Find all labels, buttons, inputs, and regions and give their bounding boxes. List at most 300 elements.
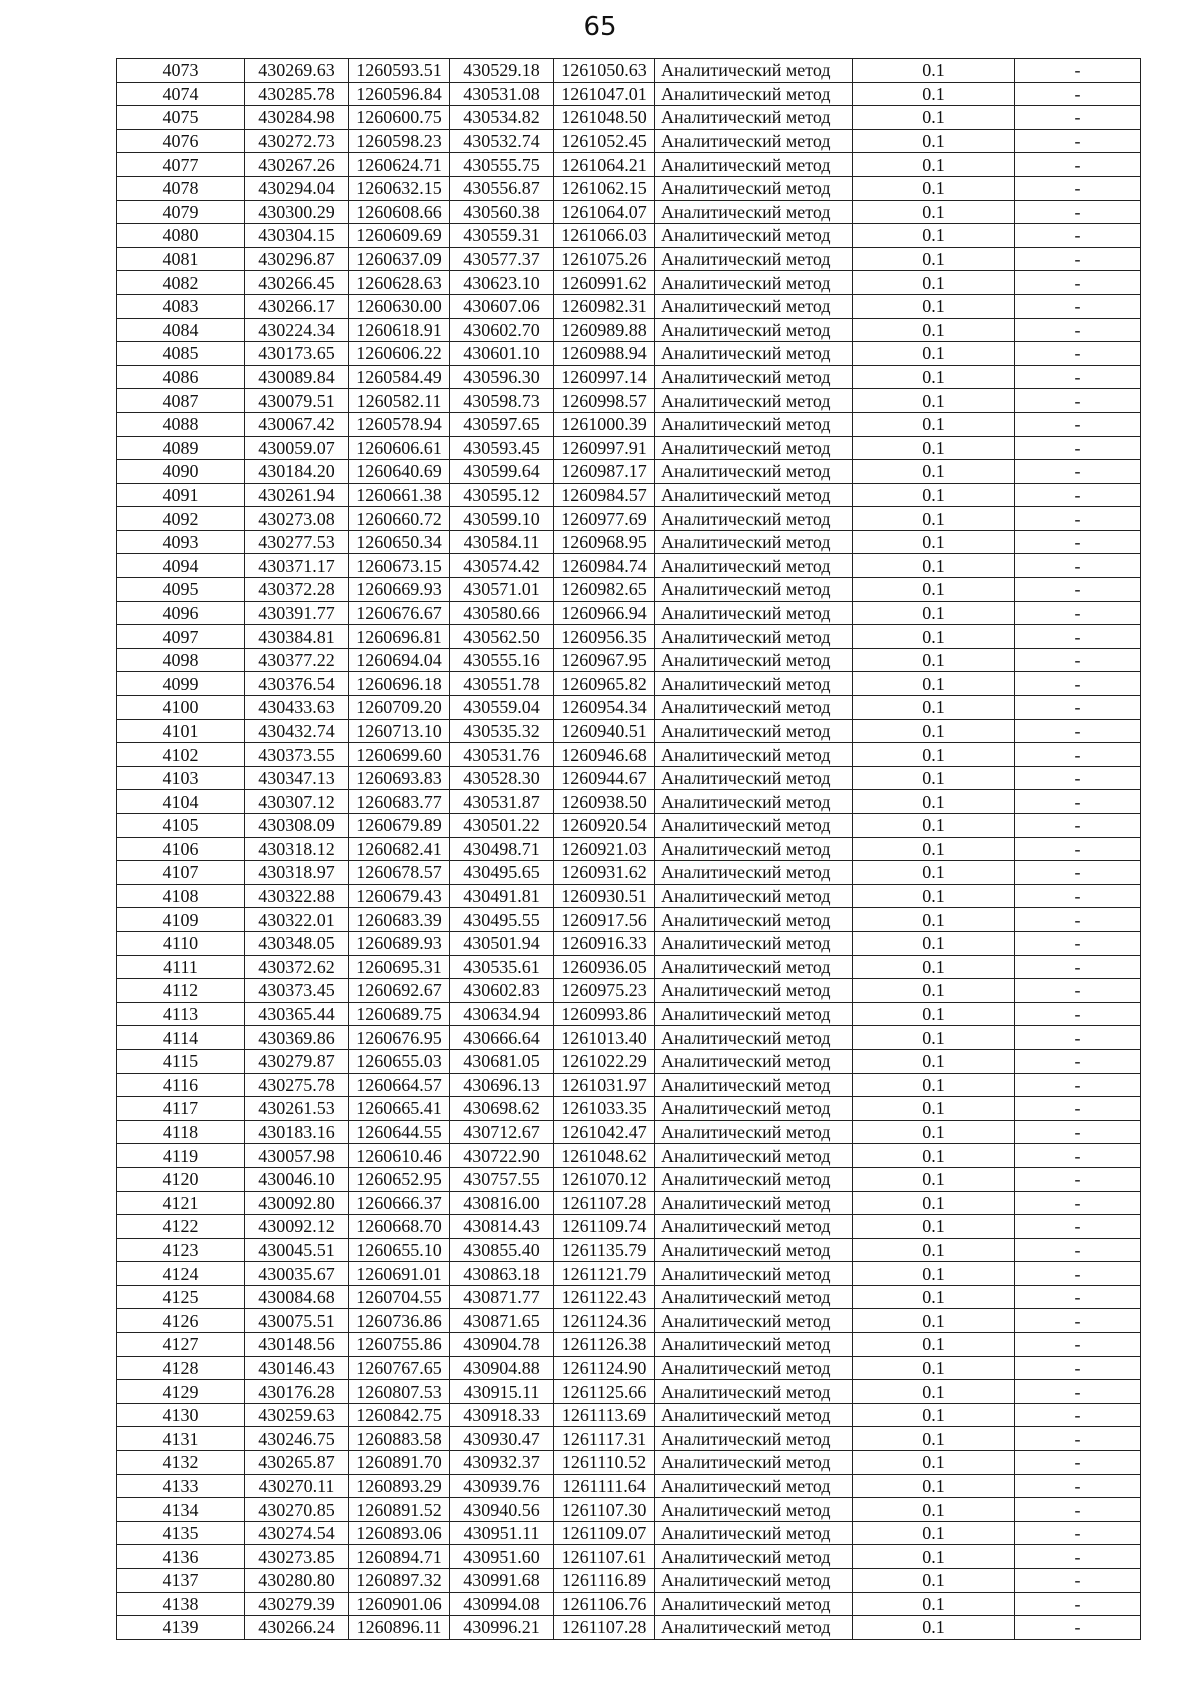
x1-cell: 430273.85	[245, 1545, 349, 1569]
table-row	[117, 1569, 1141, 1593]
point-number-cell: 4115	[117, 1049, 245, 1073]
y2-cell: 1261013.40	[554, 1026, 655, 1050]
x1-cell: 430369.86	[245, 1026, 349, 1050]
method-cell: Аналитический метод	[655, 1380, 853, 1404]
note-cell: -	[1015, 1333, 1141, 1357]
y2-cell: 1261126.38	[554, 1333, 655, 1357]
y1-cell: 1260678.57	[349, 861, 450, 885]
x2-cell: 430698.62	[450, 1097, 554, 1121]
y1-cell: 1260650.34	[349, 530, 450, 554]
y2-cell: 1261110.52	[554, 1451, 655, 1475]
accuracy-cell: 0.1	[853, 1002, 1015, 1026]
point-number-cell: 4112	[117, 979, 245, 1003]
note-cell: -	[1015, 1545, 1141, 1569]
method-cell: Аналитический метод	[655, 1262, 853, 1286]
point-number-cell: 4110	[117, 931, 245, 955]
note-cell: -	[1015, 176, 1141, 200]
x1-cell: 430384.81	[245, 625, 349, 649]
note-cell: -	[1015, 672, 1141, 696]
point-number-cell: 4119	[117, 1144, 245, 1168]
note-cell: -	[1015, 460, 1141, 484]
y1-cell: 1260652.95	[349, 1167, 450, 1191]
y1-cell: 1260679.43	[349, 884, 450, 908]
x1-cell: 430089.84	[245, 365, 349, 389]
y1-cell: 1260610.46	[349, 1144, 450, 1168]
note-cell: -	[1015, 790, 1141, 814]
table-row	[117, 318, 1141, 342]
method-cell: Аналитический метод	[655, 176, 853, 200]
table-row	[117, 82, 1141, 106]
method-cell: Аналитический метод	[655, 578, 853, 602]
method-cell: Аналитический метод	[655, 884, 853, 908]
point-number-cell: 4092	[117, 507, 245, 531]
x1-cell: 430035.67	[245, 1262, 349, 1286]
x2-cell: 430814.43	[450, 1215, 554, 1239]
point-number-cell: 4139	[117, 1616, 245, 1640]
y2-cell: 1261075.26	[554, 247, 655, 271]
point-number-cell: 4128	[117, 1356, 245, 1380]
x1-cell: 430279.39	[245, 1592, 349, 1616]
y2-cell: 1260998.57	[554, 389, 655, 413]
point-number-cell: 4094	[117, 554, 245, 578]
x1-cell: 430057.98	[245, 1144, 349, 1168]
table-row	[117, 1215, 1141, 1239]
x2-cell: 430918.33	[450, 1403, 554, 1427]
note-cell: -	[1015, 1592, 1141, 1616]
method-cell: Аналитический метод	[655, 530, 853, 554]
table-row	[117, 1167, 1141, 1191]
point-number-cell: 4136	[117, 1545, 245, 1569]
note-cell: -	[1015, 1569, 1141, 1593]
accuracy-cell: 0.1	[853, 1309, 1015, 1333]
y2-cell: 1260930.51	[554, 884, 655, 908]
method-cell: Аналитический метод	[655, 59, 853, 83]
method-cell: Аналитический метод	[655, 1191, 853, 1215]
y1-cell: 1260665.41	[349, 1097, 450, 1121]
method-cell: Аналитический метод	[655, 436, 853, 460]
y2-cell: 1261070.12	[554, 1167, 655, 1191]
y2-cell: 1261111.64	[554, 1474, 655, 1498]
x2-cell: 430531.08	[450, 82, 554, 106]
method-cell: Аналитический метод	[655, 743, 853, 767]
x2-cell: 430863.18	[450, 1262, 554, 1286]
point-number-cell: 4095	[117, 578, 245, 602]
x1-cell: 430092.80	[245, 1191, 349, 1215]
method-cell: Аналитический метод	[655, 129, 853, 153]
x1-cell: 430176.28	[245, 1380, 349, 1404]
table-row	[117, 1262, 1141, 1286]
method-cell: Аналитический метод	[655, 271, 853, 295]
y1-cell: 1260668.70	[349, 1215, 450, 1239]
y2-cell: 1260917.56	[554, 908, 655, 932]
accuracy-cell: 0.1	[853, 578, 1015, 602]
note-cell: -	[1015, 625, 1141, 649]
table-row	[117, 625, 1141, 649]
table-row	[117, 200, 1141, 224]
method-cell: Аналитический метод	[655, 1333, 853, 1357]
note-cell: -	[1015, 931, 1141, 955]
y2-cell: 1260982.65	[554, 578, 655, 602]
y2-cell: 1261135.79	[554, 1238, 655, 1262]
x2-cell: 430531.87	[450, 790, 554, 814]
point-number-cell: 4107	[117, 861, 245, 885]
y1-cell: 1260644.55	[349, 1120, 450, 1144]
method-cell: Аналитический метод	[655, 153, 853, 177]
note-cell: -	[1015, 1097, 1141, 1121]
point-number-cell: 4090	[117, 460, 245, 484]
y1-cell: 1260696.18	[349, 672, 450, 696]
method-cell: Аналитический метод	[655, 814, 853, 838]
note-cell: -	[1015, 1262, 1141, 1286]
point-number-cell: 4104	[117, 790, 245, 814]
table-row	[117, 1616, 1141, 1640]
point-number-cell: 4113	[117, 1002, 245, 1026]
y2-cell: 1261064.21	[554, 153, 655, 177]
x2-cell: 430574.42	[450, 554, 554, 578]
note-cell: -	[1015, 224, 1141, 248]
x2-cell: 430816.00	[450, 1191, 554, 1215]
point-number-cell: 4100	[117, 696, 245, 720]
y1-cell: 1260655.10	[349, 1238, 450, 1262]
y2-cell: 1260954.34	[554, 696, 655, 720]
y1-cell: 1260704.55	[349, 1285, 450, 1309]
note-cell: -	[1015, 743, 1141, 767]
table-row	[117, 1474, 1141, 1498]
note-cell: -	[1015, 1616, 1141, 1640]
x1-cell: 430265.87	[245, 1451, 349, 1475]
note-cell: -	[1015, 908, 1141, 932]
y1-cell: 1260893.29	[349, 1474, 450, 1498]
note-cell: -	[1015, 861, 1141, 885]
y2-cell: 1261048.50	[554, 106, 655, 130]
method-cell: Аналитический метод	[655, 601, 853, 625]
method-cell: Аналитический метод	[655, 625, 853, 649]
accuracy-cell: 0.1	[853, 601, 1015, 625]
method-cell: Аналитический метод	[655, 412, 853, 436]
point-number-cell: 4074	[117, 82, 245, 106]
point-number-cell: 4078	[117, 176, 245, 200]
note-cell: -	[1015, 153, 1141, 177]
y1-cell: 1260593.51	[349, 59, 450, 83]
method-cell: Аналитический метод	[655, 1285, 853, 1309]
x1-cell: 430279.87	[245, 1049, 349, 1073]
point-number-cell: 4129	[117, 1380, 245, 1404]
x2-cell: 430904.88	[450, 1356, 554, 1380]
x2-cell: 430904.78	[450, 1333, 554, 1357]
y1-cell: 1260624.71	[349, 153, 450, 177]
table-row	[117, 106, 1141, 130]
x1-cell: 430372.62	[245, 955, 349, 979]
note-cell: -	[1015, 342, 1141, 366]
note-cell: -	[1015, 1215, 1141, 1239]
accuracy-cell: 0.1	[853, 1474, 1015, 1498]
y1-cell: 1260600.75	[349, 106, 450, 130]
x1-cell: 430084.68	[245, 1285, 349, 1309]
accuracy-cell: 0.1	[853, 483, 1015, 507]
y1-cell: 1260628.63	[349, 271, 450, 295]
point-number-cell: 4130	[117, 1403, 245, 1427]
point-number-cell: 4102	[117, 743, 245, 767]
x2-cell: 430915.11	[450, 1380, 554, 1404]
table-row	[117, 908, 1141, 932]
y1-cell: 1260713.10	[349, 719, 450, 743]
y2-cell: 1260968.95	[554, 530, 655, 554]
table-body	[117, 59, 1141, 1640]
y2-cell: 1260967.95	[554, 648, 655, 672]
y2-cell: 1261121.79	[554, 1262, 655, 1286]
table-row	[117, 224, 1141, 248]
point-number-cell: 4082	[117, 271, 245, 295]
accuracy-cell: 0.1	[853, 1616, 1015, 1640]
y2-cell: 1260977.69	[554, 507, 655, 531]
point-number-cell: 4103	[117, 766, 245, 790]
y2-cell: 1261052.45	[554, 129, 655, 153]
note-cell: -	[1015, 106, 1141, 130]
table-row	[117, 884, 1141, 908]
x1-cell: 430284.98	[245, 106, 349, 130]
accuracy-cell: 0.1	[853, 82, 1015, 106]
y1-cell: 1260692.67	[349, 979, 450, 1003]
note-cell: -	[1015, 955, 1141, 979]
point-number-cell: 4118	[117, 1120, 245, 1144]
note-cell: -	[1015, 129, 1141, 153]
accuracy-cell: 0.1	[853, 1262, 1015, 1286]
accuracy-cell: 0.1	[853, 1097, 1015, 1121]
x1-cell: 430267.26	[245, 153, 349, 177]
y1-cell: 1260893.06	[349, 1521, 450, 1545]
method-cell: Аналитический метод	[655, 483, 853, 507]
y1-cell: 1260693.83	[349, 766, 450, 790]
x1-cell: 430304.15	[245, 224, 349, 248]
accuracy-cell: 0.1	[853, 1498, 1015, 1522]
y1-cell: 1260676.95	[349, 1026, 450, 1050]
x2-cell: 430940.56	[450, 1498, 554, 1522]
y2-cell: 1261117.31	[554, 1427, 655, 1451]
note-cell: -	[1015, 483, 1141, 507]
accuracy-cell: 0.1	[853, 1073, 1015, 1097]
method-cell: Аналитический метод	[655, 247, 853, 271]
x2-cell: 430495.55	[450, 908, 554, 932]
x1-cell: 430308.09	[245, 814, 349, 838]
x2-cell: 430596.30	[450, 365, 554, 389]
table-row	[117, 931, 1141, 955]
y1-cell: 1260891.52	[349, 1498, 450, 1522]
y1-cell: 1260691.01	[349, 1262, 450, 1286]
table-row	[117, 1451, 1141, 1475]
y2-cell: 1260956.35	[554, 625, 655, 649]
point-number-cell: 4077	[117, 153, 245, 177]
y2-cell: 1260936.05	[554, 955, 655, 979]
x1-cell: 430307.12	[245, 790, 349, 814]
accuracy-cell: 0.1	[853, 1215, 1015, 1239]
x2-cell: 430535.61	[450, 955, 554, 979]
accuracy-cell: 0.1	[853, 59, 1015, 83]
note-cell: -	[1015, 578, 1141, 602]
table-row	[117, 955, 1141, 979]
table-row	[117, 1356, 1141, 1380]
y2-cell: 1261031.97	[554, 1073, 655, 1097]
y1-cell: 1260696.81	[349, 625, 450, 649]
table-row	[117, 743, 1141, 767]
note-cell: -	[1015, 601, 1141, 625]
y2-cell: 1260988.94	[554, 342, 655, 366]
x1-cell: 430184.20	[245, 460, 349, 484]
method-cell: Аналитический метод	[655, 1002, 853, 1026]
note-cell: -	[1015, 1238, 1141, 1262]
note-cell: -	[1015, 1498, 1141, 1522]
x1-cell: 430348.05	[245, 931, 349, 955]
method-cell: Аналитический метод	[655, 318, 853, 342]
x2-cell: 430531.76	[450, 743, 554, 767]
y2-cell: 1261109.74	[554, 1215, 655, 1239]
accuracy-cell: 0.1	[853, 696, 1015, 720]
method-cell: Аналитический метод	[655, 955, 853, 979]
y2-cell: 1260975.23	[554, 979, 655, 1003]
point-number-cell: 4138	[117, 1592, 245, 1616]
x1-cell: 430274.54	[245, 1521, 349, 1545]
x1-cell: 430371.17	[245, 554, 349, 578]
x1-cell: 430294.04	[245, 176, 349, 200]
table-row	[117, 412, 1141, 436]
accuracy-cell: 0.1	[853, 1403, 1015, 1427]
x1-cell: 430318.12	[245, 837, 349, 861]
x2-cell: 430597.65	[450, 412, 554, 436]
note-cell: -	[1015, 884, 1141, 908]
y2-cell: 1261064.07	[554, 200, 655, 224]
x2-cell: 430601.10	[450, 342, 554, 366]
accuracy-cell: 0.1	[853, 1120, 1015, 1144]
method-cell: Аналитический метод	[655, 554, 853, 578]
note-cell: -	[1015, 1073, 1141, 1097]
table-row	[117, 1144, 1141, 1168]
x1-cell: 430272.73	[245, 129, 349, 153]
point-number-cell: 4121	[117, 1191, 245, 1215]
y1-cell: 1260689.75	[349, 1002, 450, 1026]
point-number-cell: 4133	[117, 1474, 245, 1498]
accuracy-cell: 0.1	[853, 743, 1015, 767]
table-row	[117, 1002, 1141, 1026]
y2-cell: 1260940.51	[554, 719, 655, 743]
accuracy-cell: 0.1	[853, 389, 1015, 413]
note-cell: -	[1015, 200, 1141, 224]
note-cell: -	[1015, 436, 1141, 460]
note-cell: -	[1015, 648, 1141, 672]
table-row	[117, 1592, 1141, 1616]
point-number-cell: 4114	[117, 1026, 245, 1050]
method-cell: Аналитический метод	[655, 931, 853, 955]
accuracy-cell: 0.1	[853, 672, 1015, 696]
method-cell: Аналитический метод	[655, 224, 853, 248]
x1-cell: 430259.63	[245, 1403, 349, 1427]
x2-cell: 430491.81	[450, 884, 554, 908]
accuracy-cell: 0.1	[853, 271, 1015, 295]
table-row	[117, 294, 1141, 318]
method-cell: Аналитический метод	[655, 837, 853, 861]
table-row	[117, 1238, 1141, 1262]
method-cell: Аналитический метод	[655, 460, 853, 484]
table-row	[117, 436, 1141, 460]
point-number-cell: 4111	[117, 955, 245, 979]
y2-cell: 1261106.76	[554, 1592, 655, 1616]
point-number-cell: 4120	[117, 1167, 245, 1191]
y2-cell: 1261122.43	[554, 1285, 655, 1309]
table-row	[117, 1333, 1141, 1357]
method-cell: Аналитический метод	[655, 365, 853, 389]
table-row	[117, 719, 1141, 743]
y1-cell: 1260842.75	[349, 1403, 450, 1427]
method-cell: Аналитический метод	[655, 672, 853, 696]
x2-cell: 430757.55	[450, 1167, 554, 1191]
x2-cell: 430584.11	[450, 530, 554, 554]
y1-cell: 1260609.69	[349, 224, 450, 248]
y1-cell: 1260676.67	[349, 601, 450, 625]
method-cell: Аналитический метод	[655, 200, 853, 224]
table-row	[117, 837, 1141, 861]
y1-cell: 1260736.86	[349, 1309, 450, 1333]
note-cell: -	[1015, 365, 1141, 389]
table-row	[117, 530, 1141, 554]
y2-cell: 1260931.62	[554, 861, 655, 885]
accuracy-cell: 0.1	[853, 648, 1015, 672]
x1-cell: 430365.44	[245, 1002, 349, 1026]
y1-cell: 1260630.00	[349, 294, 450, 318]
y2-cell: 1261109.07	[554, 1521, 655, 1545]
x2-cell: 430532.74	[450, 129, 554, 153]
point-number-cell: 4083	[117, 294, 245, 318]
y1-cell: 1260640.69	[349, 460, 450, 484]
y2-cell: 1261107.30	[554, 1498, 655, 1522]
note-cell: -	[1015, 1167, 1141, 1191]
x1-cell: 430273.08	[245, 507, 349, 531]
note-cell: -	[1015, 1403, 1141, 1427]
method-cell: Аналитический метод	[655, 1427, 853, 1451]
x2-cell: 430991.68	[450, 1569, 554, 1593]
x2-cell: 430871.65	[450, 1309, 554, 1333]
x1-cell: 430075.51	[245, 1309, 349, 1333]
x2-cell: 430528.30	[450, 766, 554, 790]
table-row	[117, 672, 1141, 696]
table-row	[117, 176, 1141, 200]
note-cell: -	[1015, 837, 1141, 861]
y1-cell: 1260695.31	[349, 955, 450, 979]
note-cell: -	[1015, 814, 1141, 838]
y2-cell: 1261107.28	[554, 1616, 655, 1640]
method-cell: Аналитический метод	[655, 1521, 853, 1545]
y1-cell: 1260582.11	[349, 389, 450, 413]
y2-cell: 1261062.15	[554, 176, 655, 200]
point-number-cell: 4088	[117, 412, 245, 436]
x2-cell: 430535.32	[450, 719, 554, 743]
x1-cell: 430270.11	[245, 1474, 349, 1498]
accuracy-cell: 0.1	[853, 1238, 1015, 1262]
accuracy-cell: 0.1	[853, 224, 1015, 248]
x1-cell: 430377.22	[245, 648, 349, 672]
table-row	[117, 460, 1141, 484]
x1-cell: 430376.54	[245, 672, 349, 696]
method-cell: Аналитический метод	[655, 1120, 853, 1144]
point-number-cell: 4116	[117, 1073, 245, 1097]
y2-cell: 1261125.66	[554, 1380, 655, 1404]
point-number-cell: 4099	[117, 672, 245, 696]
y1-cell: 1260606.61	[349, 436, 450, 460]
note-cell: -	[1015, 1309, 1141, 1333]
table-row	[117, 507, 1141, 531]
note-cell: -	[1015, 247, 1141, 271]
note-cell: -	[1015, 1002, 1141, 1026]
x2-cell: 430595.12	[450, 483, 554, 507]
x1-cell: 430067.42	[245, 412, 349, 436]
x1-cell: 430318.97	[245, 861, 349, 885]
